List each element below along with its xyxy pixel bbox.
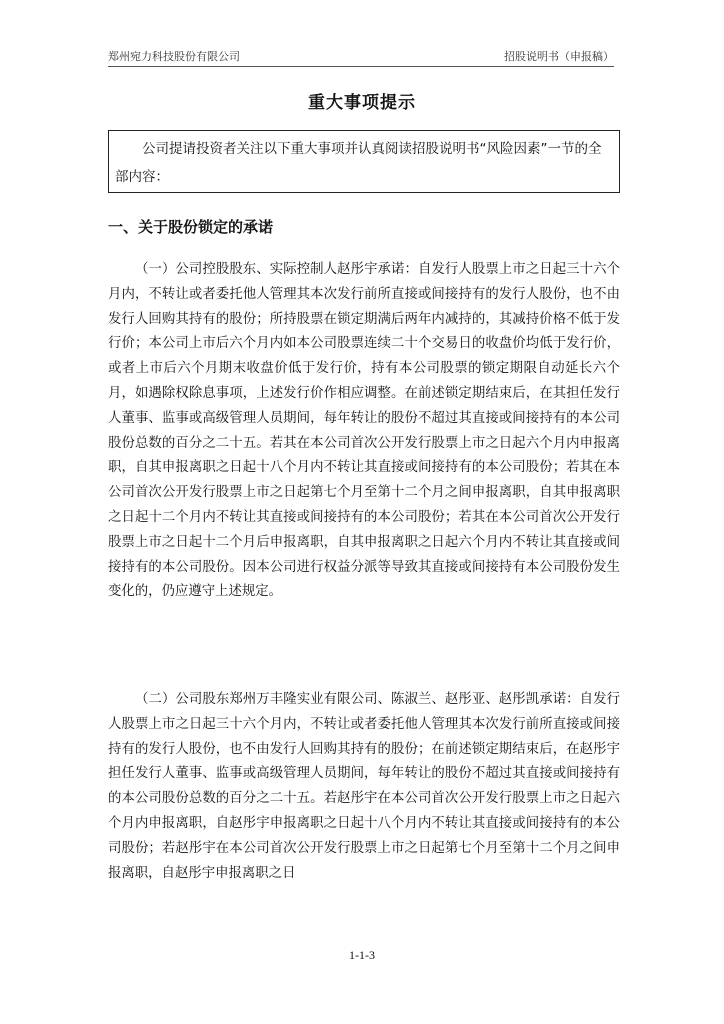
paragraph-2: （二）公司股东郑州万丰隆实业有限公司、陈淑兰、赵彤亚、赵彤凯承诺：自发行人股票上市之日起三十六个月内，不转让或者委托他人管理其本次发行前所直接或间接持有的发行人股份，也不由发行人回购其持有的股份；在前述锁定期结束后，在赵彤宇担任发行人董事、监事或高级管理人员期间，每年转让的股份不超过其直接或间接持有的本公司股份总数的百分之二十五。若赵彤宇在本公司首次公开发行股票上市之日起六个月内申报离职，自赵彤宇申报离职之日起十八个月内不转让其直接或间接持有的本公司股份；若赵彤宇在本公司首次公开发行股票上市之日起第七个月至第十二个月之间申报离职，自赵彤宇申报离职之日: [108, 692, 620, 881]
page-number: 1-1-3: [349, 948, 375, 962]
header-divider: [108, 66, 614, 67]
section-heading: 一、关于股份锁定的承诺: [108, 218, 274, 236]
paragraph-1: （一）公司控股股东、实际控制人赵彤宇承诺：自发行人股票上市之日起三十六个月内，不转让或者委托他人管理其本次发行前所直接或间接持有的发行人股份，也不由发行人回购其持有的股份；所持股票在锁定期满后两年内减持的，其减持价格不低于发行价；本公司上市后六个月内如本公司股票连续二十个交易日的收盘价均低于发行价，或者上市后六个月期末收盘价低于发行价，持有本公司股票的锁定期限自动延长六个月，如遇除权除息事项，上述发行价作相应调整。在前述锁定期结束后，在其担任发行人董事、监事或高级管理人员期间，每年转让的股份不超过其直接或间接持有的本公司股份总数的百分之二十五。若其在本公司首次公开发行股票上市之日起六个月内申报离职，自其申报离职之日起十八个月内不转让其直接或间接持有的本公司股份；若其在本公司首次公开发行股票上市之日起第七个月至第十二个月之间申报离职，自其申报离职之日起十二个月内不转让其直接或间接持有的本公司股份；若其在本公司首次公开发行股票上市之日起十二个月后申报离职，自其申报离职之日起六个月内不转让其直接或间接持有的本公司股份。因本公司进行权益分派等导致其直接或间接持有本公司股份发生变化的，仍应遵守上述规定。: [108, 262, 620, 600]
header-company-name: 郑州宛力科技股份有限公司: [108, 50, 240, 63]
page-header: [108, 50, 614, 66]
notice-box: 公司提请投资者关注以下重大事项并认真阅读招股说明书“风险因素”一节的全部内容：: [108, 130, 620, 193]
header-document-type: 招股说明书（申报稿）: [504, 50, 614, 63]
page-title: 重大事项提示: [308, 93, 416, 113]
